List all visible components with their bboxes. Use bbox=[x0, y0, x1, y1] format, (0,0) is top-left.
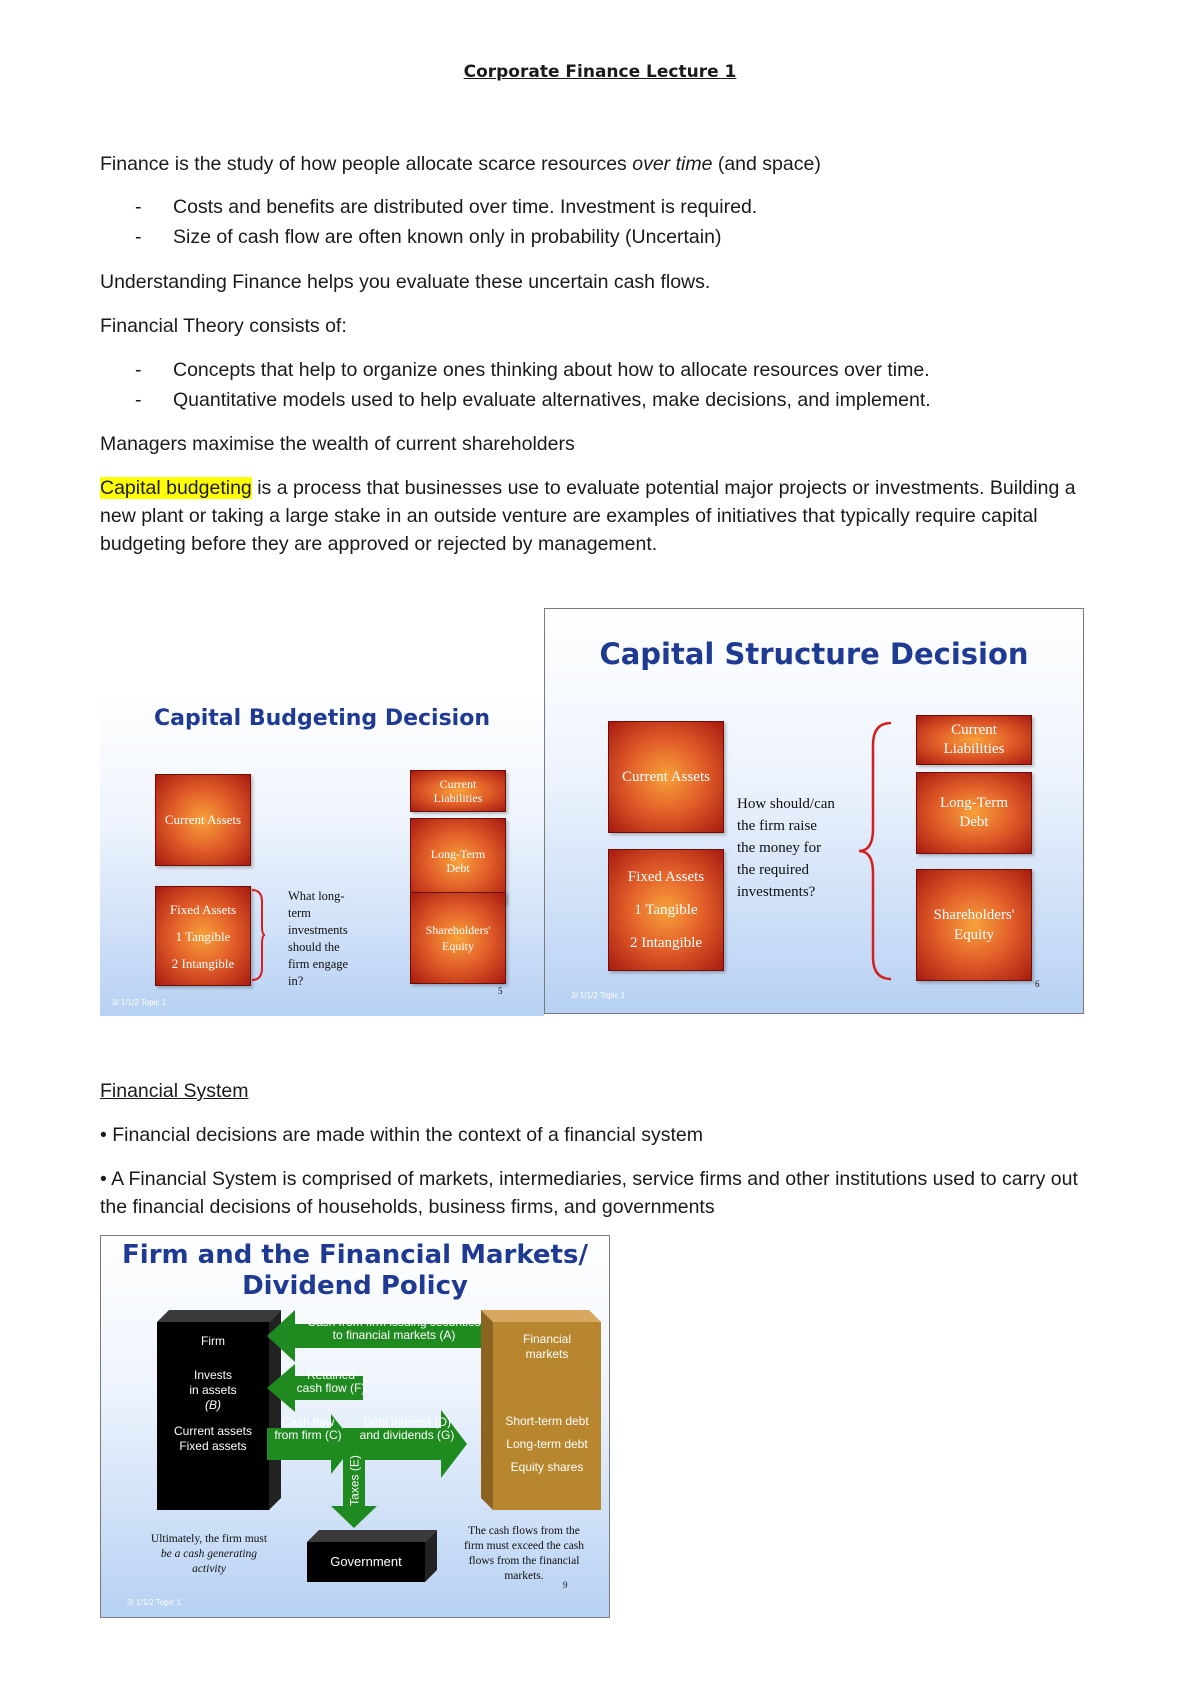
slide-question: How should/can the firm raise the money for the required investments? bbox=[737, 796, 835, 900]
market-items: Short-term debt Long-term debt Equity shares bbox=[505, 1414, 589, 1474]
understanding-paragraph: Understanding Finance helps you evaluate these uncertain cash flows. bbox=[100, 271, 711, 293]
arrow-a-label: Cash from firm issuing securities to financial markets (A) bbox=[307, 1315, 481, 1342]
list-item: • A Financial System is comprised of markets, intermediaries, service firms and other institutions used to carry out the financial decisions of households, business firms, and governments bbox=[100, 1168, 1078, 1218]
long-term-debt-box: Long-Term Debt bbox=[916, 772, 1032, 854]
current-liabilities-box: Current Liabilities bbox=[410, 770, 506, 812]
managers-paragraph: Managers maximise the wealth of current shareholders bbox=[100, 433, 575, 455]
shareholders-equity-box: Shareholders' Equity bbox=[410, 892, 506, 984]
slide-capital-structure bbox=[544, 608, 1084, 1014]
government-label: Government bbox=[330, 1554, 402, 1569]
slide-footer: 3/ 1/1/2 Topic 1 bbox=[127, 1598, 182, 1607]
brace-icon bbox=[857, 721, 893, 981]
slide-title: Firm and the Financial Markets/ Dividend Policy bbox=[122, 1240, 588, 1301]
financial-markets-label: Financial markets bbox=[522, 1332, 572, 1361]
arrow-c-label: Cash flow from firm (C) bbox=[274, 1415, 342, 1442]
arrow-dg-label: Debt interest (D) and dividends (G) bbox=[359, 1415, 455, 1442]
current-assets-box: Current Assets bbox=[155, 774, 251, 866]
slide-title: Capital Budgeting Decision bbox=[154, 706, 490, 731]
slide-page-number: 5 bbox=[498, 986, 503, 996]
slide-financial-markets bbox=[100, 1235, 610, 1618]
slide-capital-budgeting bbox=[100, 694, 544, 1016]
arrow-f-label: Retained cash flow (F) bbox=[296, 1368, 366, 1395]
slide-title: Capital Structure Decision bbox=[599, 637, 1029, 671]
theory-paragraph: Financial Theory consists of: bbox=[100, 315, 347, 337]
current-liabilities-box: Current Liabilities bbox=[916, 715, 1032, 765]
taxes-label: Taxes (E) bbox=[347, 1455, 362, 1506]
slide-footer: 3/ 1/1/2 Topic 1 bbox=[571, 991, 626, 1000]
intro-paragraph: Finance is the study of how people allocate scarce resources over time (and space) bbox=[100, 153, 821, 175]
financial-system-heading: Financial System bbox=[100, 1080, 249, 1102]
slide-page-number: 6 bbox=[1035, 979, 1040, 989]
note-right: The cash flows from the firm must exceed the cash flows from the financial markets. bbox=[463, 1525, 585, 1582]
list-item: • Financial decisions are made within the context of a financial system bbox=[100, 1124, 703, 1146]
note-left: Ultimately, the firm must be a cash generating activity bbox=[150, 1533, 268, 1575]
slide-footer: 3/ 1/1/2 Topic 1 bbox=[112, 998, 167, 1007]
slide-question: What long- term investments should the firm engage in? bbox=[288, 889, 349, 988]
shareholders-equity-box: Shareholders' Equity bbox=[916, 869, 1032, 981]
capital-budgeting-paragraph: Capital budgeting is a process that businesses use to evaluate potential major projects or investments. Building a new plant or taking a large stake in an outside venture are examples of initiatives that typically require capital budgeting before they are approved or rejected by management. bbox=[100, 477, 1076, 555]
firm-label: Firm bbox=[201, 1334, 225, 1348]
invests-label: Invests in assets (B) bbox=[189, 1368, 237, 1412]
firm-assets-label: Current assets Fixed assets bbox=[173, 1424, 253, 1453]
fixed-assets-box: Fixed Assets 1 Tangible 2 Intangible bbox=[155, 886, 251, 986]
long-term-debt-box: Long-Term Debt bbox=[410, 818, 506, 904]
document-title: Corporate Finance Lecture 1 bbox=[463, 62, 737, 82]
brace-icon bbox=[250, 888, 266, 982]
slide-page-number: 9 bbox=[563, 1580, 568, 1590]
fixed-assets-box: Fixed Assets 1 Tangible 2 Intangible bbox=[608, 849, 724, 971]
highlighted-term: Capital budgeting bbox=[100, 477, 252, 499]
current-assets-box: Current Assets bbox=[608, 721, 724, 833]
